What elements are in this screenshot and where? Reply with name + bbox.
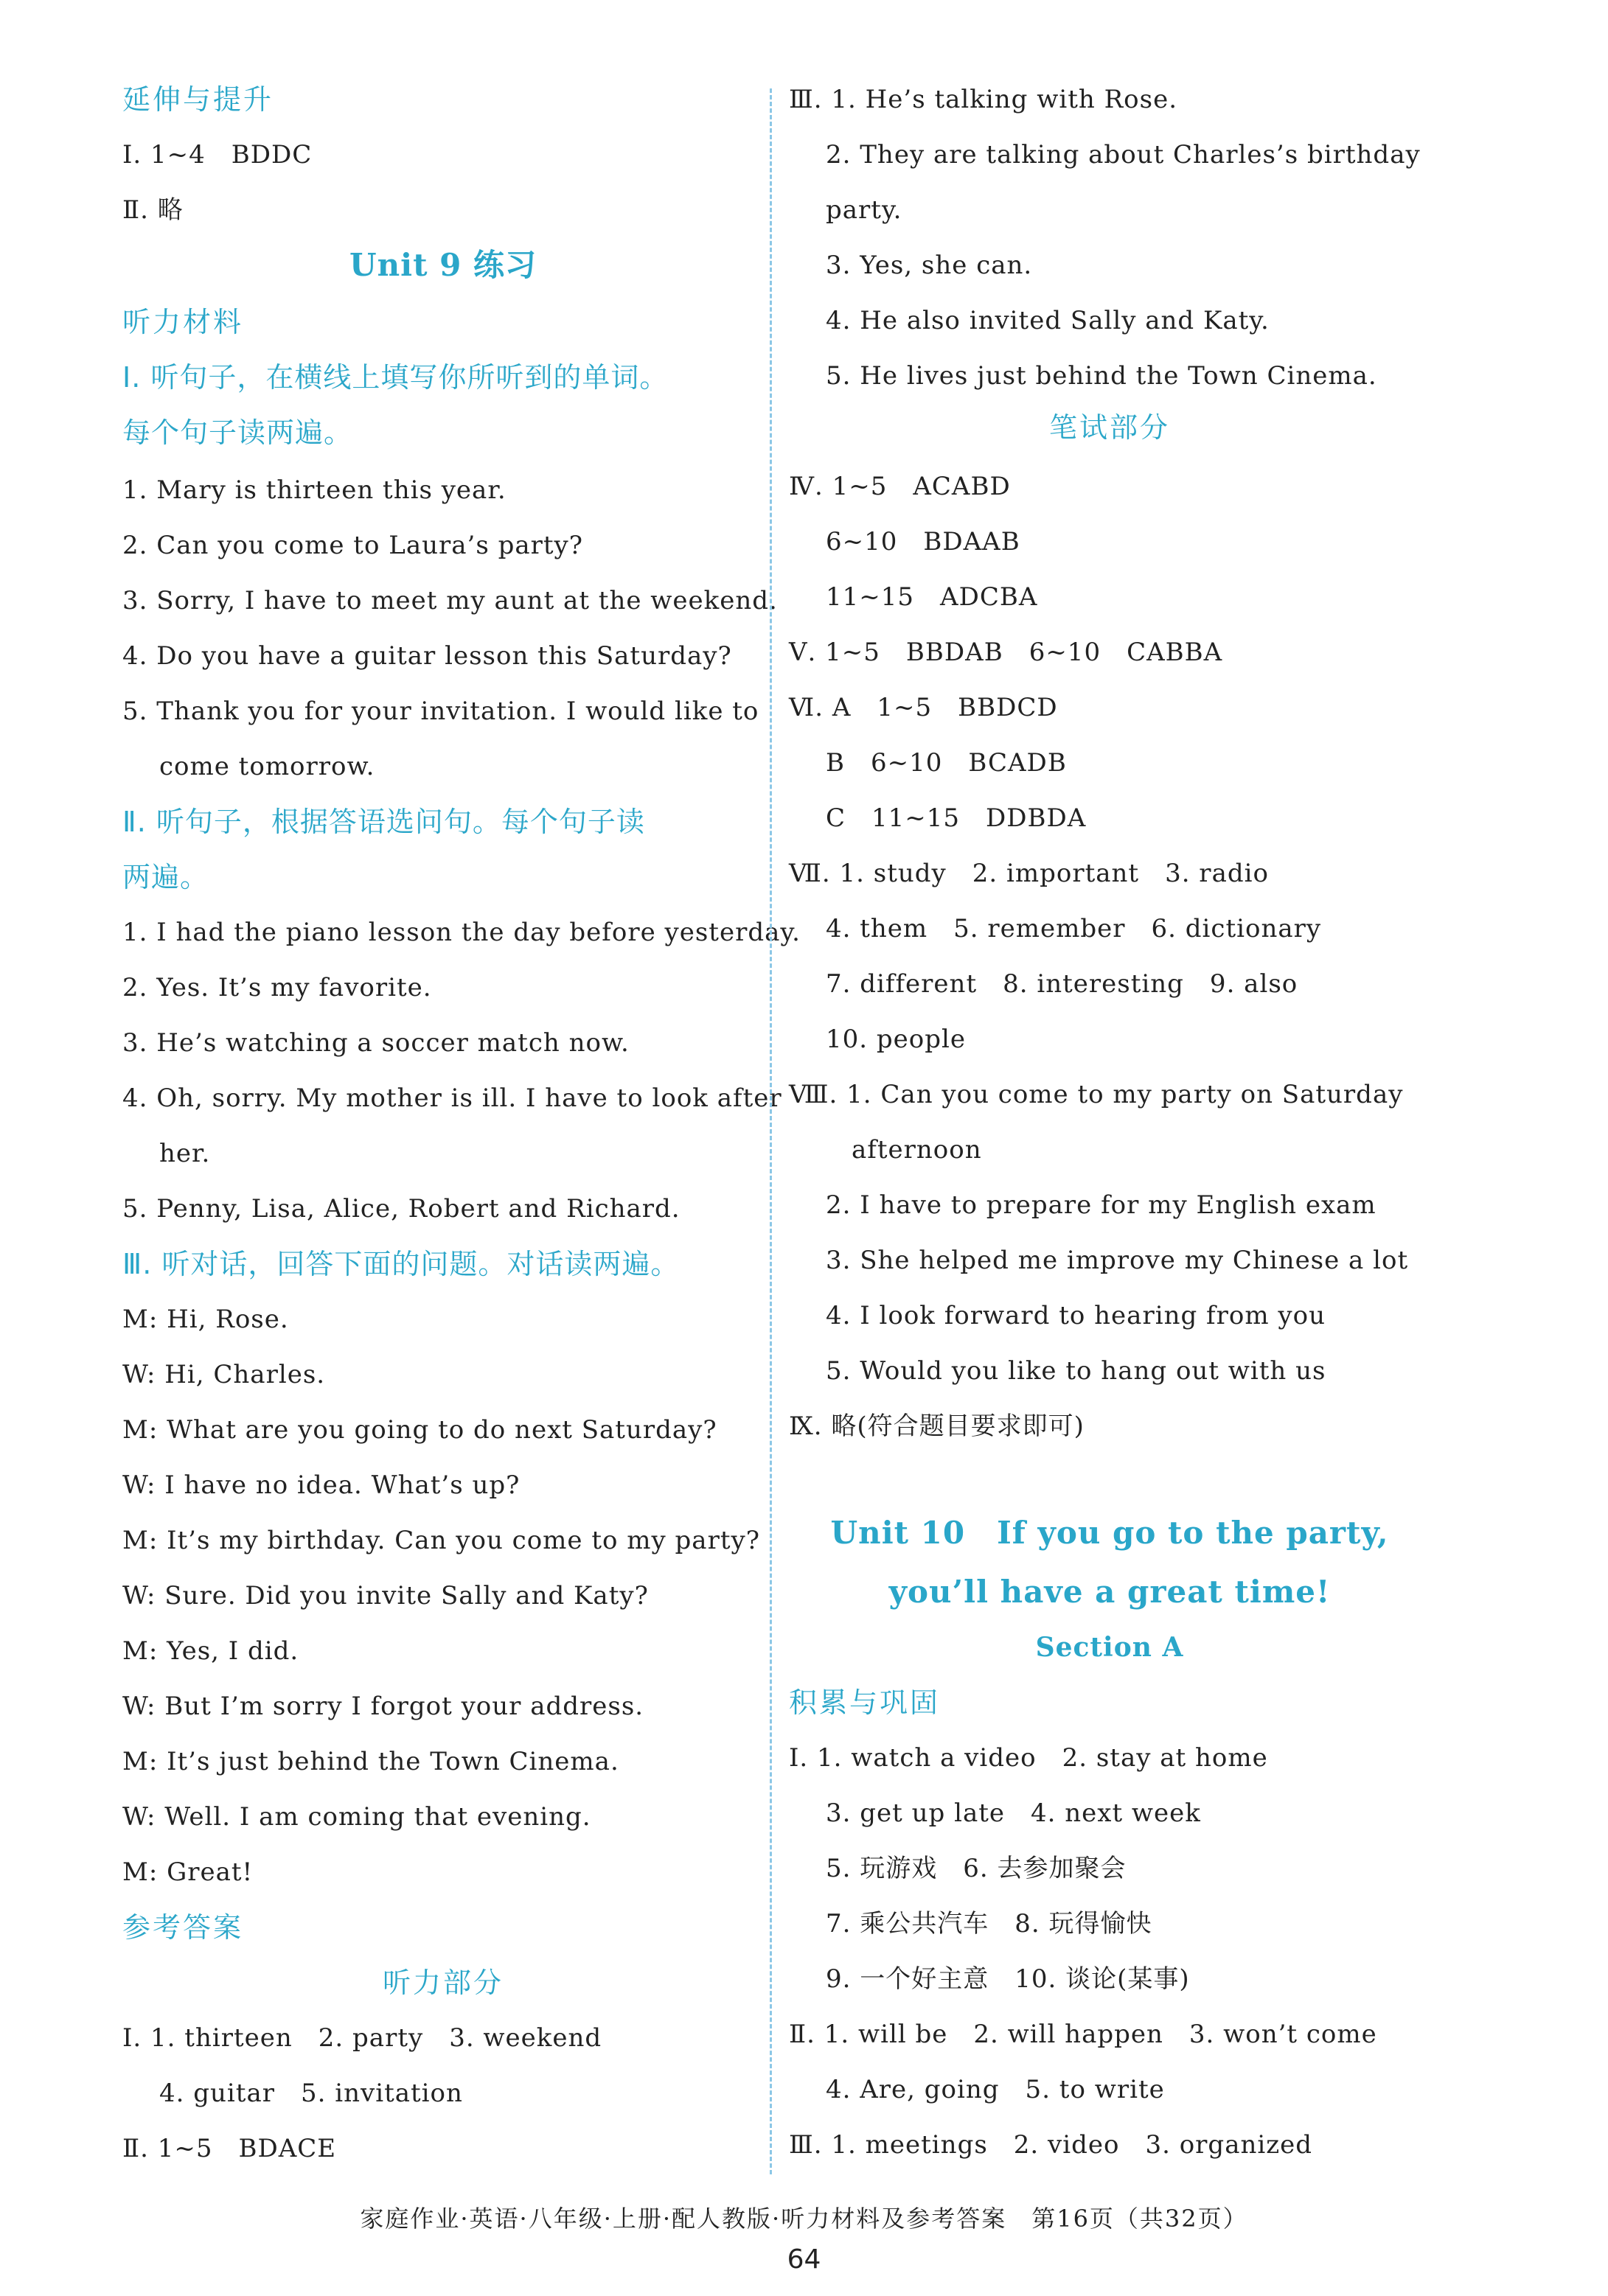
left-line: Ⅲ. 听对话，回答下面的问题。对话读两遍。 bbox=[122, 1248, 680, 1280]
left-line: come tomorrow. bbox=[159, 752, 375, 781]
left-line: Ⅱ. 略 bbox=[122, 195, 184, 225]
right-line: Ⅶ. 1. study 2. important 3. radio bbox=[789, 859, 1269, 888]
left-line: 3. Sorry, I have to meet my aunt at the weekend. bbox=[122, 586, 778, 615]
right-line: 6~10 BDAAB bbox=[826, 527, 1020, 556]
right-line: 4. Are, going 5. to write bbox=[826, 2075, 1165, 2104]
left-line: W: Sure. Did you invite Sally and Katy? bbox=[122, 1581, 649, 1611]
right-line: Ⅷ. 1. Can you come to my party on Saturday bbox=[789, 1080, 1404, 1109]
right-line: Ⅱ. 1. will be 2. will happen 3. won’t come bbox=[789, 2020, 1377, 2049]
right-line: Ⅲ. 1. He’s talking with Rose. bbox=[789, 85, 1178, 114]
left-line: Unit 9 练习 bbox=[349, 247, 537, 283]
right-line: 11~15 ADCBA bbox=[826, 582, 1038, 612]
right-line: 3. Yes, she can. bbox=[826, 251, 1033, 280]
left-line: 5. Thank you for your invitation. I would like to bbox=[122, 697, 759, 726]
right-line: Unit 10 If you go to the party, bbox=[830, 1515, 1389, 1551]
left-line: Ⅱ. 听句子，根据答语选问句。每个句子读 bbox=[122, 806, 645, 838]
right-line: Section A bbox=[1035, 1632, 1184, 1663]
right-line: 3. She helped me improve my Chinese a lot bbox=[826, 1246, 1409, 1275]
left-line: Ⅰ. 1. thirteen 2. party 3. weekend bbox=[122, 2023, 602, 2053]
right-line: C 11~15 DDBDA bbox=[826, 803, 1087, 833]
left-line: her. bbox=[159, 1139, 211, 1168]
left-line: 听力材料 bbox=[122, 306, 244, 338]
right-line: 5. Would you like to hang out with us bbox=[826, 1356, 1326, 1386]
left-line: 3. He’s watching a soccer match now. bbox=[122, 1028, 630, 1058]
right-line: 4. I look forward to hearing from you bbox=[826, 1301, 1326, 1330]
left-line: W: I have no idea. What’s up? bbox=[122, 1470, 521, 1500]
left-line: M: Hi, Rose. bbox=[122, 1305, 289, 1334]
left-line: M: It’s just behind the Town Cinema. bbox=[122, 1747, 619, 1776]
left-line: W: Hi, Charles. bbox=[122, 1360, 326, 1389]
left-line: 4. guitar 5. invitation bbox=[159, 2079, 463, 2108]
left-line: 两遍。 bbox=[122, 861, 209, 893]
right-line: 4. them 5. remember 6. dictionary bbox=[826, 914, 1322, 943]
left-line: 4. Do you have a guitar lesson this Saturday? bbox=[122, 641, 732, 671]
right-line: 4. He also invited Sally and Katy. bbox=[826, 306, 1270, 335]
right-line: 2. They are talking about Charles’s birthday bbox=[826, 140, 1421, 170]
left-line: 2. Yes. It’s my favorite. bbox=[122, 973, 432, 1002]
left-line: 参考答案 bbox=[122, 1911, 244, 1944]
right-line: Ⅳ. 1~5 ACABD bbox=[789, 472, 1011, 501]
left-line: M: Great! bbox=[122, 1857, 254, 1887]
right-line: 7. 乘公共汽车 8. 玩得愉快 bbox=[826, 1909, 1152, 1939]
left-line: M: Yes, I did. bbox=[122, 1636, 299, 1666]
right-line: Ⅲ. 1. meetings 2. video 3. organized bbox=[789, 2130, 1313, 2160]
right-line: 积累与巩固 bbox=[789, 1686, 941, 1719]
page-footer: 家庭作业·英语·八年级·上册·配人教版·听力材料及参考答案 第16页（共32页） bbox=[360, 2205, 1248, 2233]
right-line: Ⅵ. A 1~5 BBDCD bbox=[789, 693, 1058, 722]
right-line: 2. I have to prepare for my English exam bbox=[826, 1190, 1376, 1220]
left-line: 1. Mary is thirteen this year. bbox=[122, 475, 507, 505]
left-line: 1. I had the piano lesson the day before yesterday. bbox=[122, 918, 801, 947]
left-line: W: Well. I am coming that evening. bbox=[122, 1802, 591, 1832]
left-line: M: What are you going to do next Saturday? bbox=[122, 1415, 717, 1445]
left-line: Ⅱ. 1~5 BDACE bbox=[122, 2134, 337, 2163]
right-line: 5. 玩游戏 6. 去参加聚会 bbox=[826, 1854, 1127, 1883]
right-line: 5. He lives just behind the Town Cinema. bbox=[826, 361, 1377, 391]
right-line: 9. 一个好主意 10. 谈论(某事) bbox=[826, 1964, 1190, 1994]
right-line: 3. get up late 4. next week bbox=[826, 1798, 1201, 1828]
right-line: 10. people bbox=[826, 1025, 966, 1054]
right-line: Ⅰ. 1. watch a video 2. stay at home bbox=[789, 1743, 1268, 1773]
right-line: party. bbox=[826, 195, 902, 225]
left-line: Ⅰ. 1~4 BDDC bbox=[122, 140, 313, 170]
right-line: 7. different 8. interesting 9. also bbox=[826, 969, 1298, 999]
right-line: afternoon bbox=[826, 1135, 982, 1165]
left-line: Ⅰ. 听句子，在横线上填写你所听到的单词。 bbox=[122, 361, 669, 394]
right-line: Ⅸ. 略(符合题目要求即可) bbox=[789, 1412, 1085, 1441]
left-line: 每个句子读两遍。 bbox=[122, 416, 353, 449]
left-line: 听力部分 bbox=[382, 1967, 504, 1999]
right-line: you’ll have a great time! bbox=[888, 1574, 1331, 1610]
left-line: M: It’s my birthday. Can you come to my party? bbox=[122, 1526, 760, 1555]
page-number: 64 bbox=[787, 2244, 821, 2275]
right-line: B 6~10 BCADB bbox=[826, 748, 1067, 778]
left-line: 4. Oh, sorry. My mother is ill. I have to look after bbox=[122, 1084, 782, 1113]
column-divider bbox=[770, 88, 772, 2174]
right-line: 笔试部分 bbox=[1048, 411, 1170, 444]
left-line: 延伸与提升 bbox=[122, 83, 274, 116]
left-line: 5. Penny, Lisa, Alice, Robert and Richard. bbox=[122, 1194, 681, 1224]
left-line: W: But I’m sorry I forgot your address. bbox=[122, 1692, 644, 1721]
left-line: 2. Can you come to Laura’s party? bbox=[122, 531, 583, 560]
right-line: Ⅴ. 1~5 BBDAB 6~10 CABBA bbox=[789, 638, 1223, 667]
